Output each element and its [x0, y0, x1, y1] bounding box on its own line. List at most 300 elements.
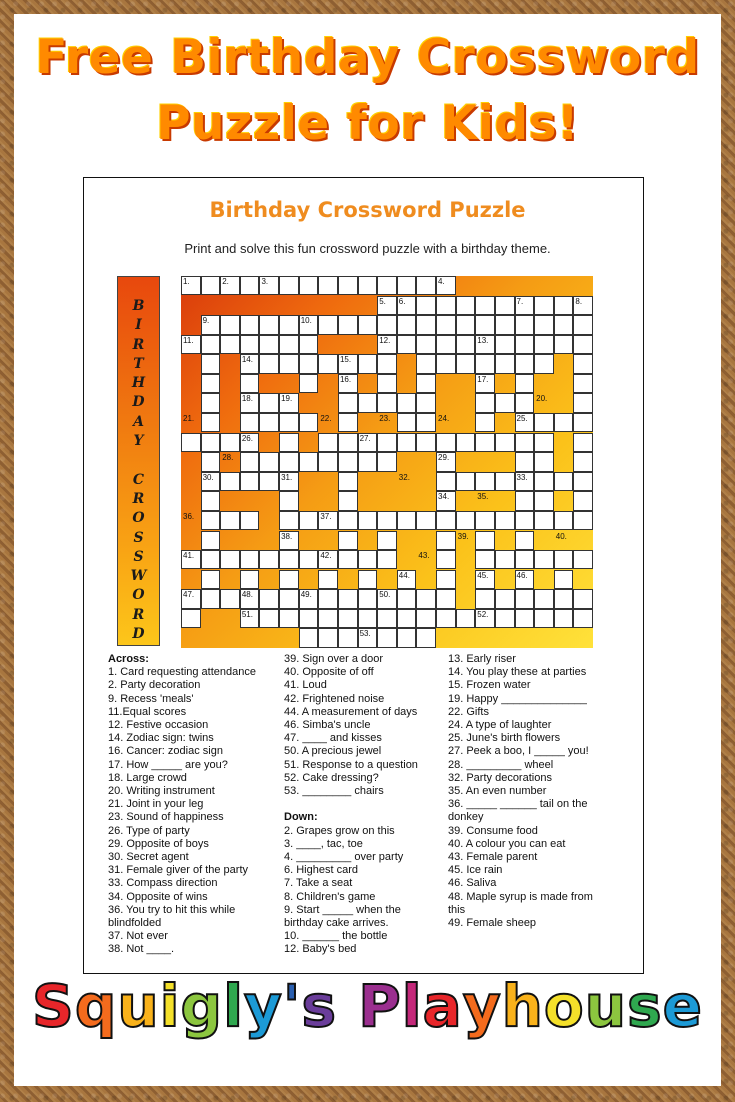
crossword-cell[interactable]	[573, 550, 593, 569]
crossword-cell[interactable]	[534, 413, 554, 432]
side-letter: T	[133, 355, 144, 372]
crossword-cell[interactable]	[279, 413, 299, 432]
crossword-cell[interactable]	[338, 531, 358, 550]
crossword-cell[interactable]	[475, 531, 495, 550]
clue-number: 44.	[398, 570, 410, 580]
crossword-cell[interactable]	[416, 393, 436, 412]
crossword-cell[interactable]	[299, 374, 319, 393]
crossword-cell[interactable]	[299, 550, 319, 569]
crossword-cell[interactable]	[515, 452, 535, 471]
crossword-cell[interactable]	[515, 491, 535, 510]
crossword-cell[interactable]	[240, 609, 260, 628]
crossword-cell[interactable]	[397, 433, 417, 452]
crossword-cell[interactable]	[240, 550, 260, 569]
crossword-cell[interactable]	[259, 276, 279, 295]
clue-number: 13.	[477, 335, 489, 345]
crossword-cell[interactable]	[456, 335, 476, 354]
crossword-cell[interactable]	[515, 550, 535, 569]
crossword-cell[interactable]	[338, 491, 358, 510]
crossword-cell[interactable]	[318, 628, 338, 647]
crossword-cell[interactable]	[377, 374, 397, 393]
crossword-cell[interactable]	[436, 296, 456, 315]
crossword-cell[interactable]	[299, 335, 319, 354]
crossword-cell[interactable]	[534, 589, 554, 608]
crossword-cell[interactable]	[573, 589, 593, 608]
crossword-cell[interactable]	[515, 393, 535, 412]
crossword-cell[interactable]	[358, 589, 378, 608]
crossword-cell[interactable]	[318, 276, 338, 295]
crossword-cell[interactable]	[573, 296, 593, 315]
crossword-cell[interactable]	[515, 335, 535, 354]
crossword-cell[interactable]	[573, 354, 593, 373]
crossword-cell[interactable]	[338, 511, 358, 530]
crossword-cell[interactable]	[397, 315, 417, 334]
crossword-cell[interactable]	[456, 609, 476, 628]
crossword-cell[interactable]	[416, 511, 436, 530]
crossword-cell[interactable]	[338, 628, 358, 647]
crossword-cell[interactable]	[338, 550, 358, 569]
crossword-cell[interactable]	[259, 354, 279, 373]
crossword-cell[interactable]	[436, 589, 456, 608]
crossword-cell[interactable]	[534, 550, 554, 569]
crossword-cell[interactable]	[573, 374, 593, 393]
crossword-cell[interactable]	[515, 531, 535, 550]
crossword-cell[interactable]	[534, 315, 554, 334]
crossword-cell[interactable]	[554, 296, 574, 315]
crossword-cell[interactable]	[259, 452, 279, 471]
crossword-cell[interactable]	[534, 609, 554, 628]
crossword-cell[interactable]	[475, 550, 495, 569]
crossword-cell[interactable]	[377, 315, 397, 334]
crossword-cell[interactable]	[495, 472, 515, 491]
crossword-cell[interactable]	[495, 393, 515, 412]
crossword-cell[interactable]	[358, 276, 378, 295]
crossword-cell[interactable]	[416, 433, 436, 452]
crossword-cell[interactable]	[377, 276, 397, 295]
crossword-cell[interactable]	[475, 472, 495, 491]
crossword-cell[interactable]	[397, 511, 417, 530]
crossword-cell[interactable]	[377, 335, 397, 354]
crossword-cell[interactable]	[515, 609, 535, 628]
side-letter: R	[132, 606, 145, 623]
crossword-cell[interactable]	[515, 413, 535, 432]
crossword-cell[interactable]	[220, 589, 240, 608]
crossword-cell[interactable]	[475, 393, 495, 412]
crossword-cell[interactable]	[338, 472, 358, 491]
side-letter: C	[132, 471, 145, 488]
crossword-cell[interactable]	[279, 491, 299, 510]
crossword-cell[interactable]	[201, 335, 221, 354]
crossword-cell[interactable]	[279, 550, 299, 569]
crossword-cell[interactable]	[299, 589, 319, 608]
crossword-cell[interactable]	[279, 511, 299, 530]
crossword-cell[interactable]	[279, 335, 299, 354]
crossword-cell[interactable]	[358, 433, 378, 452]
crossword-cell[interactable]	[338, 393, 358, 412]
crossword-cell[interactable]	[318, 511, 338, 530]
crossword-cell[interactable]	[475, 433, 495, 452]
crossword-cell[interactable]	[397, 393, 417, 412]
crossword-cell[interactable]	[279, 531, 299, 550]
crossword-cell[interactable]	[318, 570, 338, 589]
crossword-cell[interactable]	[436, 315, 456, 334]
crossword-cell[interactable]	[495, 315, 515, 334]
crossword-cell[interactable]	[220, 276, 240, 295]
crossword-cell[interactable]	[495, 511, 515, 530]
crossword-cell[interactable]	[416, 354, 436, 373]
crossword-cell[interactable]	[554, 550, 574, 569]
crossword-cell[interactable]	[377, 393, 397, 412]
crossword-cell[interactable]	[338, 609, 358, 628]
crossword-cell[interactable]	[201, 276, 221, 295]
crossword-cell[interactable]	[495, 296, 515, 315]
crossword-cell[interactable]	[475, 570, 495, 589]
crossword-cell[interactable]	[318, 550, 338, 569]
crossword-cell[interactable]	[201, 491, 221, 510]
crossword-cell[interactable]	[416, 628, 436, 647]
crossword-cell[interactable]	[240, 570, 260, 589]
crossword-cell[interactable]	[279, 452, 299, 471]
crossword-cell[interactable]	[436, 276, 456, 295]
crossword-cell[interactable]	[338, 276, 358, 295]
crossword-cell[interactable]	[515, 589, 535, 608]
crossword-cell[interactable]	[436, 472, 456, 491]
crossword-cell[interactable]	[554, 472, 574, 491]
clue-item: 35. An even number	[448, 785, 547, 798]
clue-item: 33. Compass direction	[108, 877, 218, 890]
crossword-cell[interactable]	[416, 609, 436, 628]
crossword-cell[interactable]	[416, 413, 436, 432]
crossword-cell[interactable]	[201, 570, 221, 589]
crossword-cell[interactable]	[279, 276, 299, 295]
clue-item: 14. You play these at parties	[448, 666, 587, 679]
crossword-cell[interactable]	[534, 354, 554, 373]
crossword-cell[interactable]	[201, 511, 221, 530]
crossword-cell[interactable]	[377, 531, 397, 550]
crossword-cell[interactable]	[515, 374, 535, 393]
crossword-cell[interactable]	[515, 511, 535, 530]
clue-number: 14.	[241, 355, 253, 365]
crossword-cell[interactable]	[436, 354, 456, 373]
crossword-cell[interactable]	[377, 354, 397, 373]
crossword-cell[interactable]	[456, 433, 476, 452]
side-letter: O	[132, 587, 145, 604]
crossword-cell[interactable]	[495, 550, 515, 569]
clue-number: 51.	[241, 609, 253, 619]
crossword-cell[interactable]	[377, 589, 397, 608]
crossword-cell[interactable]	[495, 354, 515, 373]
crossword-cell[interactable]	[279, 609, 299, 628]
side-word-letters	[118, 297, 159, 644]
crossword-cell[interactable]	[299, 609, 319, 628]
crossword-cell[interactable]	[259, 315, 279, 334]
crossword-cell[interactable]	[299, 628, 319, 647]
crossword-cell[interactable]	[240, 472, 260, 491]
crossword-cell[interactable]	[436, 433, 456, 452]
clue-item: donkey	[448, 811, 484, 824]
crossword-cell[interactable]	[358, 628, 378, 647]
crossword-cell[interactable]	[534, 433, 554, 452]
clue-number: 4.	[438, 277, 445, 286]
crossword-cell[interactable]	[436, 609, 456, 628]
crossword-cell[interactable]	[201, 413, 221, 432]
crossword-cell[interactable]	[318, 609, 338, 628]
crossword-cell[interactable]	[475, 374, 495, 393]
crossword-cell[interactable]	[377, 433, 397, 452]
crossword-cell[interactable]	[534, 335, 554, 354]
crossword-cell[interactable]	[299, 315, 319, 334]
crossword-cell[interactable]	[554, 315, 574, 334]
crossword-cell[interactable]	[515, 570, 535, 589]
crossword-cell[interactable]	[475, 413, 495, 432]
crossword-cell[interactable]	[240, 374, 260, 393]
crossword-cell[interactable]	[397, 628, 417, 647]
crossword-cell[interactable]	[299, 354, 319, 373]
crossword-cell[interactable]	[181, 433, 201, 452]
crossword-cell[interactable]	[397, 335, 417, 354]
crossword-cell[interactable]	[475, 589, 495, 608]
crossword-cell[interactable]	[554, 570, 574, 589]
crossword-cell[interactable]	[436, 550, 456, 569]
clue-number: 2.	[222, 277, 229, 286]
crossword-cell[interactable]	[456, 472, 476, 491]
crossword-cell[interactable]	[240, 452, 260, 471]
crossword-cell[interactable]	[436, 570, 456, 589]
crossword-cell[interactable]	[416, 276, 436, 295]
crossword-cell[interactable]	[495, 609, 515, 628]
crossword-cell[interactable]	[573, 452, 593, 471]
crossword-cell[interactable]	[397, 609, 417, 628]
crossword-cell[interactable]	[240, 413, 260, 432]
crossword-cell[interactable]	[515, 354, 535, 373]
crossword-cell[interactable]	[240, 276, 260, 295]
clue-item: 38. Not ____.	[108, 943, 175, 956]
crossword-cell[interactable]	[573, 609, 593, 628]
crossword-cell[interactable]	[397, 296, 417, 315]
crossword-cell[interactable]	[338, 374, 358, 393]
crossword-cell[interactable]	[397, 413, 417, 432]
crossword-cell[interactable]	[338, 452, 358, 471]
crossword-cell[interactable]	[299, 413, 319, 432]
crossword-cell[interactable]	[279, 393, 299, 412]
crossword-cell[interactable]	[573, 393, 593, 412]
crossword-cell[interactable]	[416, 315, 436, 334]
crossword-cell[interactable]	[358, 452, 378, 471]
crossword-cell[interactable]	[338, 413, 358, 432]
crossword-cell[interactable]	[259, 335, 279, 354]
crossword-cell[interactable]	[220, 315, 240, 334]
crossword-cell[interactable]	[377, 550, 397, 569]
crossword-cell[interactable]	[515, 315, 535, 334]
crossword-cell[interactable]	[201, 589, 221, 608]
crossword-cell[interactable]	[377, 511, 397, 530]
crossword-cell[interactable]	[573, 335, 593, 354]
crossword-cell[interactable]	[495, 335, 515, 354]
crossword-cell[interactable]	[279, 433, 299, 452]
crossword-cell[interactable]	[358, 354, 378, 373]
page-title-line2: Puzzle for Kids!	[156, 96, 579, 151]
crossword-cell[interactable]	[259, 589, 279, 608]
clue-number: 5.	[379, 296, 386, 306]
crossword-cell[interactable]	[573, 413, 593, 432]
crossword-cell[interactable]	[220, 335, 240, 354]
crossword-cell[interactable]	[318, 354, 338, 373]
crossword-cell[interactable]	[220, 511, 240, 530]
crossword-cell[interactable]	[201, 531, 221, 550]
crossword-cell[interactable]	[554, 511, 574, 530]
brand-logo[interactable]	[0, 972, 735, 1040]
crossword-cell[interactable]	[534, 296, 554, 315]
crossword-cell[interactable]	[554, 589, 574, 608]
crossword-cell[interactable]	[240, 315, 260, 334]
clue-item: 9. Recess 'meals'	[108, 692, 194, 705]
crossword-cell[interactable]	[475, 315, 495, 334]
crossword-cell[interactable]	[259, 393, 279, 412]
brand-letter: s	[627, 972, 663, 1040]
crossword-cell[interactable]	[259, 413, 279, 432]
crossword-cell[interactable]	[495, 589, 515, 608]
crossword-cell[interactable]	[240, 335, 260, 354]
crossword-cell[interactable]	[573, 315, 593, 334]
crossword-cell[interactable]	[201, 550, 221, 569]
crossword-cell[interactable]	[475, 296, 495, 315]
clue-item: 7. Take a seat	[284, 877, 353, 890]
brand-letter: '	[282, 972, 302, 1040]
crossword-cell[interactable]	[534, 491, 554, 510]
crossword-cell[interactable]	[456, 296, 476, 315]
crossword-cell[interactable]	[220, 433, 240, 452]
crossword-cell[interactable]	[299, 511, 319, 530]
crossword-cell[interactable]	[201, 354, 221, 373]
crossword-cell[interactable]	[201, 393, 221, 412]
crossword-cell[interactable]	[318, 433, 338, 452]
side-letter: D	[132, 626, 145, 643]
brand-letter: u	[117, 972, 160, 1040]
crossword-cell[interactable]	[573, 511, 593, 530]
brand-letter: a	[422, 972, 463, 1040]
crossword-cell[interactable]	[220, 472, 240, 491]
crossword-cell[interactable]	[201, 315, 221, 334]
crossword-cell[interactable]	[318, 315, 338, 334]
crossword-cell[interactable]	[358, 511, 378, 530]
crossword-cell[interactable]	[181, 550, 201, 569]
crossword-cell[interactable]	[475, 354, 495, 373]
crossword-cell[interactable]	[377, 452, 397, 471]
crossword-cell[interactable]	[377, 609, 397, 628]
crossword-cell[interactable]	[318, 589, 338, 608]
crossword-cell[interactable]	[377, 628, 397, 647]
crossword-cell[interactable]	[201, 452, 221, 471]
clue-item: 25. June's birth flowers	[448, 732, 561, 745]
crossword-cell[interactable]	[456, 315, 476, 334]
crossword-cell[interactable]	[259, 472, 279, 491]
crossword-cell[interactable]	[416, 296, 436, 315]
crossword-cell[interactable]	[475, 511, 495, 530]
crossword-cell[interactable]	[573, 433, 593, 452]
clue-number: 43.	[418, 551, 430, 561]
crossword-cell[interactable]	[259, 550, 279, 569]
crossword-cell[interactable]	[475, 609, 495, 628]
crossword-cell[interactable]	[515, 296, 535, 315]
crossword-cell[interactable]	[358, 570, 378, 589]
crossword-cell[interactable]	[181, 609, 201, 628]
crossword-cell[interactable]	[240, 511, 260, 530]
crossword-cell[interactable]	[436, 335, 456, 354]
crossword-cell[interactable]	[358, 393, 378, 412]
crossword-cell[interactable]	[456, 354, 476, 373]
crossword-cell[interactable]	[338, 354, 358, 373]
crossword-cell[interactable]	[397, 570, 417, 589]
crossword-cell[interactable]	[436, 491, 456, 510]
crossword-cell[interactable]	[181, 276, 201, 295]
crossword-cell[interactable]	[279, 315, 299, 334]
crossword-cell[interactable]	[279, 589, 299, 608]
crossword-cell[interactable]	[338, 433, 358, 452]
crossword-cell[interactable]	[201, 374, 221, 393]
crossword-cell[interactable]	[397, 276, 417, 295]
crossword-cell[interactable]	[240, 354, 260, 373]
crossword-cell[interactable]	[534, 511, 554, 530]
crossword-cell[interactable]	[240, 589, 260, 608]
crossword-cell[interactable]	[436, 531, 456, 550]
crossword-cell[interactable]	[259, 609, 279, 628]
crossword-cell[interactable]	[515, 472, 535, 491]
crossword-cell[interactable]	[534, 452, 554, 471]
down-heading: Down:	[284, 811, 318, 824]
crossword-cell[interactable]	[240, 393, 260, 412]
crossword-cell[interactable]	[475, 335, 495, 354]
crossword-cell[interactable]	[318, 452, 338, 471]
crossword-cell[interactable]	[495, 433, 515, 452]
crossword-cell[interactable]	[515, 433, 535, 452]
crossword-cell[interactable]	[573, 472, 593, 491]
crossword-cell[interactable]	[534, 472, 554, 491]
crossword-cell[interactable]	[279, 570, 299, 589]
crossword-cell[interactable]	[416, 335, 436, 354]
crossword-cell[interactable]	[416, 589, 436, 608]
crossword-cell[interactable]	[299, 452, 319, 471]
crossword-cell[interactable]	[358, 315, 378, 334]
crossword-cell[interactable]	[279, 472, 299, 491]
crossword-cell[interactable]	[240, 433, 260, 452]
brand-letter: i	[159, 972, 181, 1040]
side-letter	[136, 451, 141, 470]
crossword-cell[interactable]	[554, 335, 574, 354]
crossword-cell[interactable]	[181, 589, 201, 608]
crossword-cell[interactable]	[436, 511, 456, 530]
crossword-cell[interactable]	[416, 374, 436, 393]
crossword-cell[interactable]	[573, 491, 593, 510]
crossword-cell[interactable]	[358, 609, 378, 628]
crossword-cell[interactable]	[279, 354, 299, 373]
crossword-cell[interactable]	[377, 296, 397, 315]
crossword-cell[interactable]	[201, 472, 221, 491]
crossword-cell[interactable]	[181, 335, 201, 354]
crossword-cell[interactable]	[436, 452, 456, 471]
crossword-cell[interactable]	[338, 315, 358, 334]
crossword-cell[interactable]	[201, 433, 221, 452]
crossword-cell[interactable]	[299, 276, 319, 295]
crossword-cell[interactable]	[338, 589, 358, 608]
crossword-cell[interactable]	[554, 609, 574, 628]
crossword-cell[interactable]	[358, 550, 378, 569]
crossword-cell[interactable]	[456, 511, 476, 530]
clue-item: 20. Writing instrument	[108, 785, 215, 798]
crossword-cell[interactable]	[397, 589, 417, 608]
crossword-cell[interactable]	[554, 413, 574, 432]
crossword-cell[interactable]	[220, 550, 240, 569]
clue-number: 25.	[516, 414, 528, 424]
